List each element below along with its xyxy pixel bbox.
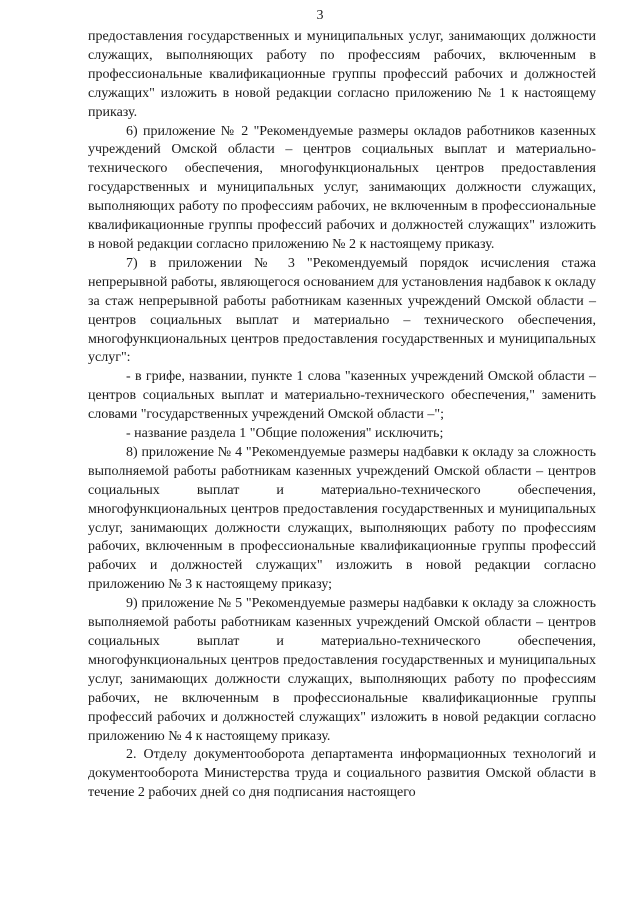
document-body bbox=[88, 28, 596, 803]
paragraph-continuation: предоставления государственных и муниципальных услуг, занимающих должности служащих, выполняющих работу по профессиям рабочих, включенным в профессиональные квалификационные группы профессий рабочих и должностей служащих" изложить в новой редакции согласно приложению № 1 к настоящему приказу. bbox=[88, 29, 596, 120]
paragraph-section-2: 2. Отделу документооборота департамента информационных технологий и документооборота Министерства труда и социального развития Омской области в течение 2 рабочих дней со дня подписания настоящего bbox=[88, 747, 596, 801]
paragraph-item-8: 8) приложение № 4 "Рекомендуемые размеры надбавки к окладу за сложность выполняемой работы работникам казенных учреждений Омской области – центров социальных выплат и материально-технического обеспечения, многофункциональных центров предоставления государственных и муниципальных услуг, занимающих должности служащих, выполняющих работу по профессиям рабочих, включенным в профессиональные квалификационные группы профессий рабочих и должностей служащих" изложить в новой редакции согласно приложению № 3 к настоящему приказу; bbox=[88, 444, 596, 593]
paragraph-item-7: 7) в приложении № 3 "Рекомендуемый порядок исчисления стажа непрерывной работы, являющегося основанием для установления надбавок к окладу за стаж непрерывной работы работникам казенных учреждений Омской области – центров социальных выплат и материально – технического обеспечения, многофункциональных центров предоставления государственных и муниципальных услуг": bbox=[88, 255, 596, 366]
page-number: 3 bbox=[316, 8, 324, 23]
paragraph-item-7-sub-1: - в грифе, названии, пункте 1 слова "казенных учреждений Омской области – центров социальных выплат и материально-технического обеспечения," заменить словами "государственных учреждений Омской области –"; bbox=[88, 369, 596, 423]
paragraph-item-6: 6) приложение № 2 "Рекомендуемые размеры окладов работников казенных учреждений Омской области – центров социальных выплат и материально-технического обеспечения, многофункциональных центров предоставления государственных и муниципальных услуг, занимающих должности служащих, выполняющих работу по профессиям рабочих, не включенным в профессиональные квалификационные группы профессий рабочих и должностей служащих" изложить в новой редакции согласно приложению № 2 к настоящему приказу. bbox=[88, 123, 596, 252]
paragraph-item-9: 9) приложение № 5 "Рекомендуемые размеры надбавки к окладу за сложность выполняемой работы работникам казенных учреждений Омской области – центров социальных выплат и материально-технического обеспечения, многофункциональных центров предоставления государственных и муниципальных услуг, занимающих должности служащих, выполняющих работу по профессиям рабочих, не включенным в профессиональные квалификационные группы профессий рабочих и должностей служащих" изложить в новой редакции согласно приложению № 4 к настоящему приказу. bbox=[88, 596, 596, 744]
paragraph-item-7-sub-2: - название раздела 1 "Общие положения" исключить; bbox=[126, 426, 444, 442]
